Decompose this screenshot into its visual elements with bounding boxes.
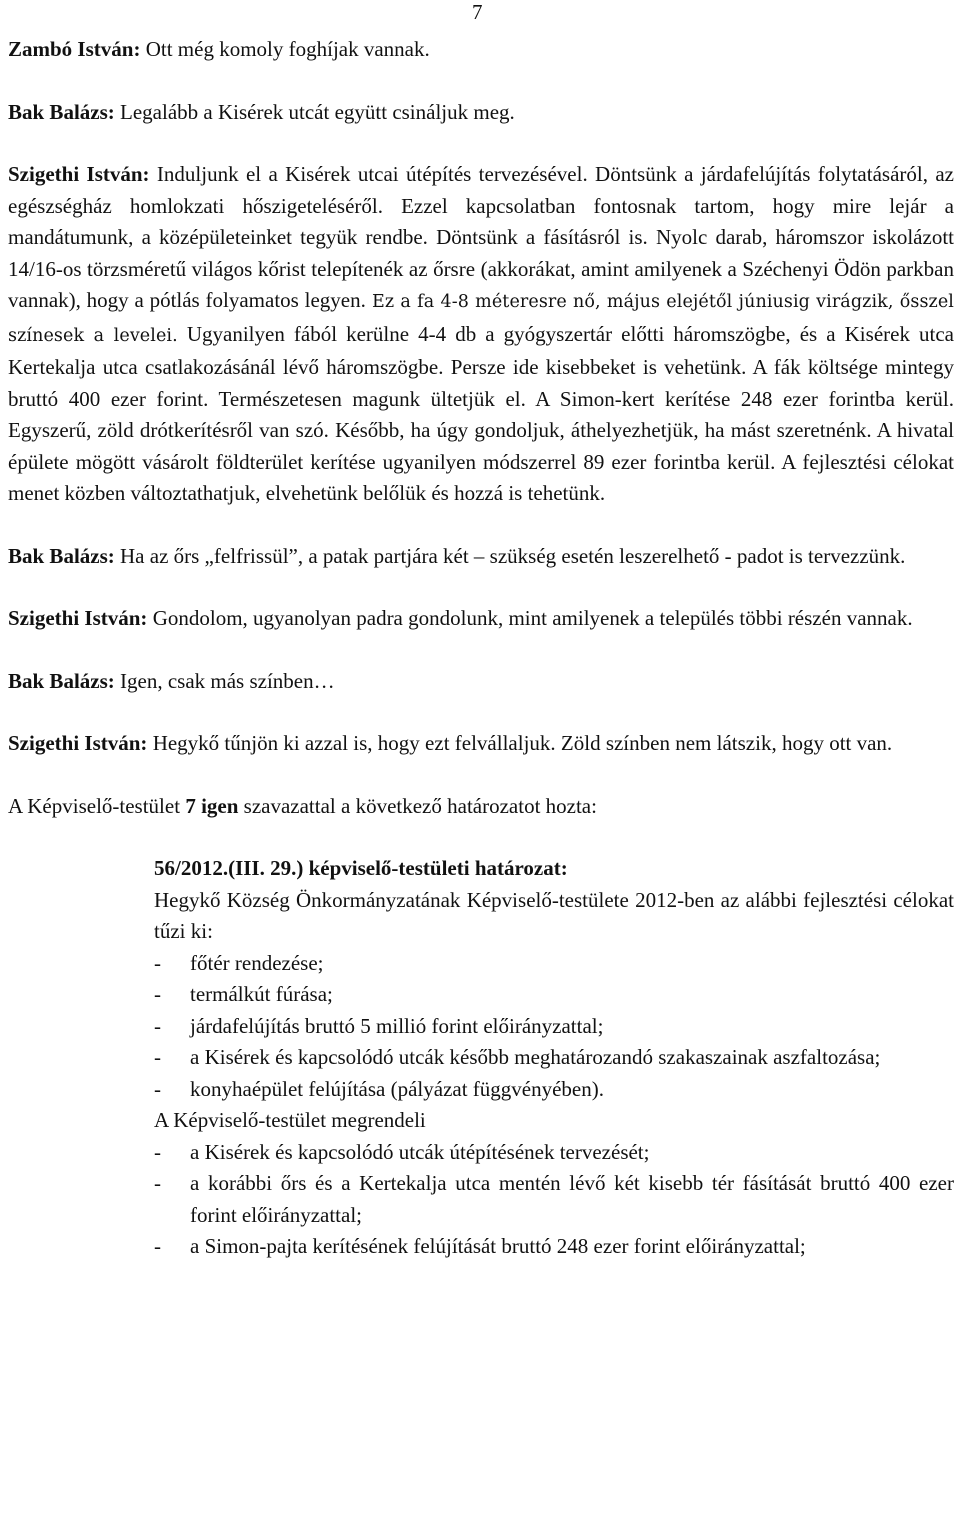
resolution-block [154, 853, 954, 1263]
list-item [154, 1168, 954, 1231]
dialogue-paragraph [8, 97, 954, 129]
list-dash: - [154, 1076, 161, 1101]
list-item [154, 1011, 954, 1043]
list-dash: - [154, 1045, 161, 1069]
dialogue-paragraph [8, 541, 954, 573]
speaker-name: Szigethi István: [8, 162, 150, 186]
resolution-intro: Hegykő Község Önkormányzatának Képviselő-testülete 2012-ben az alábbi fejlesztési célokat tűzi ki: [154, 887, 954, 943]
dialogue-text: Ugyanilyen fából kerülne 4-4 db a gyógyszertár előtti háromszögbe, és a Kisérek utca Kertekalja utca csatlakozásánál lévő háromszögbe. Persze ide kisebbeket is vehetünk. A fák költsége mintegy bruttó 400 ezer forint. Természetesen magunk ültetjük el. A Simon-kert kerítése 248 ezer forintba kerül. Egyszerű, zöld drótkerítésről van szó. Később, ha úgy gondoljuk, áthelyezhetjük, ha mást szeretnénk. A hivatal épülete mögött vásárolt földterület kerítése ugyanilyen módszerrel 89 ezer forintba kerül. A fejlesztési célokat menet közben változtathatjuk, elvehetünk belőlük és hozzá is tehetünk. [8, 321, 954, 505]
list-item [154, 1137, 954, 1169]
dialogue-text: Igen, csak más színben… [114, 668, 335, 693]
resolution-title: 56/2012.(III. 29.) képviselő-testületi határozat: [154, 856, 568, 880]
dialogue-paragraph [8, 603, 954, 635]
list-item-text: a korábbi őrs és a Kertekalja utca mentén lévő két kisebb tér fásítását bruttó 400 ezer forint előirányzattal; [190, 1171, 954, 1227]
dialogue-text: Induljunk el a Kisérek utcai útépítés tervezésével. Döntsünk a járdafelújítás folytatásáról, az egészségház homlokzati hőszigeteléséről. Ezzel kapcsolatban fontosnak tartom, hogy mire lejár a mandátumunk, a középületeinket tegyük rendbe. Döntsünk a fásításról is. Nyolc darab, háromszor iskolázott 14/16-os törzsméretű világos kőrist telepítenék az őrsre (akkorákat, amint amilyenek a Széchenyi Ödön parkban vannak), hogy a pótlás folyamatos legyen. [8, 162, 954, 312]
vote-statement [8, 791, 954, 823]
speaker-name: Bak Balázs: [8, 99, 115, 124]
list-dash: - [154, 982, 161, 1006]
speaker-name: Zambó István: [8, 37, 141, 61]
speaker-name: Szigethi István: [8, 731, 148, 755]
list-item-text: a Simon-pajta kerítésének felújítását bruttó 248 ezer forint előirányzattal; [190, 1234, 806, 1258]
page-number: 7 [472, 0, 483, 24]
vote-count: 7 igen [185, 793, 239, 818]
speaker-name: Szigethi István: [8, 606, 148, 630]
speaker-name: Bak Balázs: [8, 543, 115, 568]
dialogue-text: Hegykő tűnjön ki azzal is, hogy ezt felvállaljuk. Zöld színben nem látszik, hogy ott van. [147, 731, 893, 755]
list-item [154, 948, 954, 980]
list-item [154, 1231, 954, 1263]
list-item-text: járdafelújítás bruttó 5 millió forint előirányzattal; [190, 1013, 604, 1038]
list-item-text: konyhaépület felújítása (pályázat függvényében). [190, 1076, 604, 1101]
list-item [154, 1074, 954, 1106]
list-item-text: termálkút fúrása; [190, 982, 333, 1006]
list-dash: - [154, 1234, 161, 1258]
list-dash: - [154, 1171, 161, 1195]
dialogue-text: Legalább a Kisérek utcát együtt csináljuk meg. [114, 99, 515, 124]
list-item-text: a Kisérek és kapcsolódó utcák útépítésének tervezését; [190, 1139, 650, 1164]
speaker-name: Bak Balázs: [8, 668, 115, 693]
list-dash: - [154, 1013, 161, 1038]
dialogue-text: Ha az őrs „felfrissül”, a patak partjára két – szükség esetén leszerelhető - padot is tervezzünk. [114, 543, 906, 568]
goals-list [154, 948, 954, 1106]
dialogue-paragraph [8, 159, 954, 510]
document-body [8, 34, 954, 1263]
list-dash: - [154, 1139, 161, 1164]
dialogue-paragraph [8, 728, 954, 760]
orders-intro: A Képviselő-testület megrendeli [154, 1108, 426, 1132]
dialogue-paragraph [8, 666, 954, 698]
list-item [154, 1042, 954, 1074]
dialogue-text: Ez a fa 4-8 méteresre nő, május elejétől júniusig virágzik, ősszel színesek a levelei. [8, 292, 955, 346]
dialogue-paragraph [8, 34, 954, 66]
vote-prefix: A Képviselő-testület [8, 793, 186, 818]
orders-list [154, 1137, 954, 1263]
list-item-text: a Kisérek és kapcsolódó utcák később meghatározandó szakaszainak aszfaltozása; [190, 1045, 881, 1069]
dialogue-text: Gondolom, ugyanolyan padra gondolunk, mint amilyenek a település többi részén vannak. [147, 606, 913, 630]
list-dash: - [154, 950, 161, 975]
list-item-text: főtér rendezése; [190, 950, 324, 975]
vote-suffix: szavazattal a következő határozatot hozta: [238, 793, 597, 818]
list-item [154, 979, 954, 1011]
dialogue-text: Ott még komoly foghíjak vannak. [140, 37, 430, 61]
